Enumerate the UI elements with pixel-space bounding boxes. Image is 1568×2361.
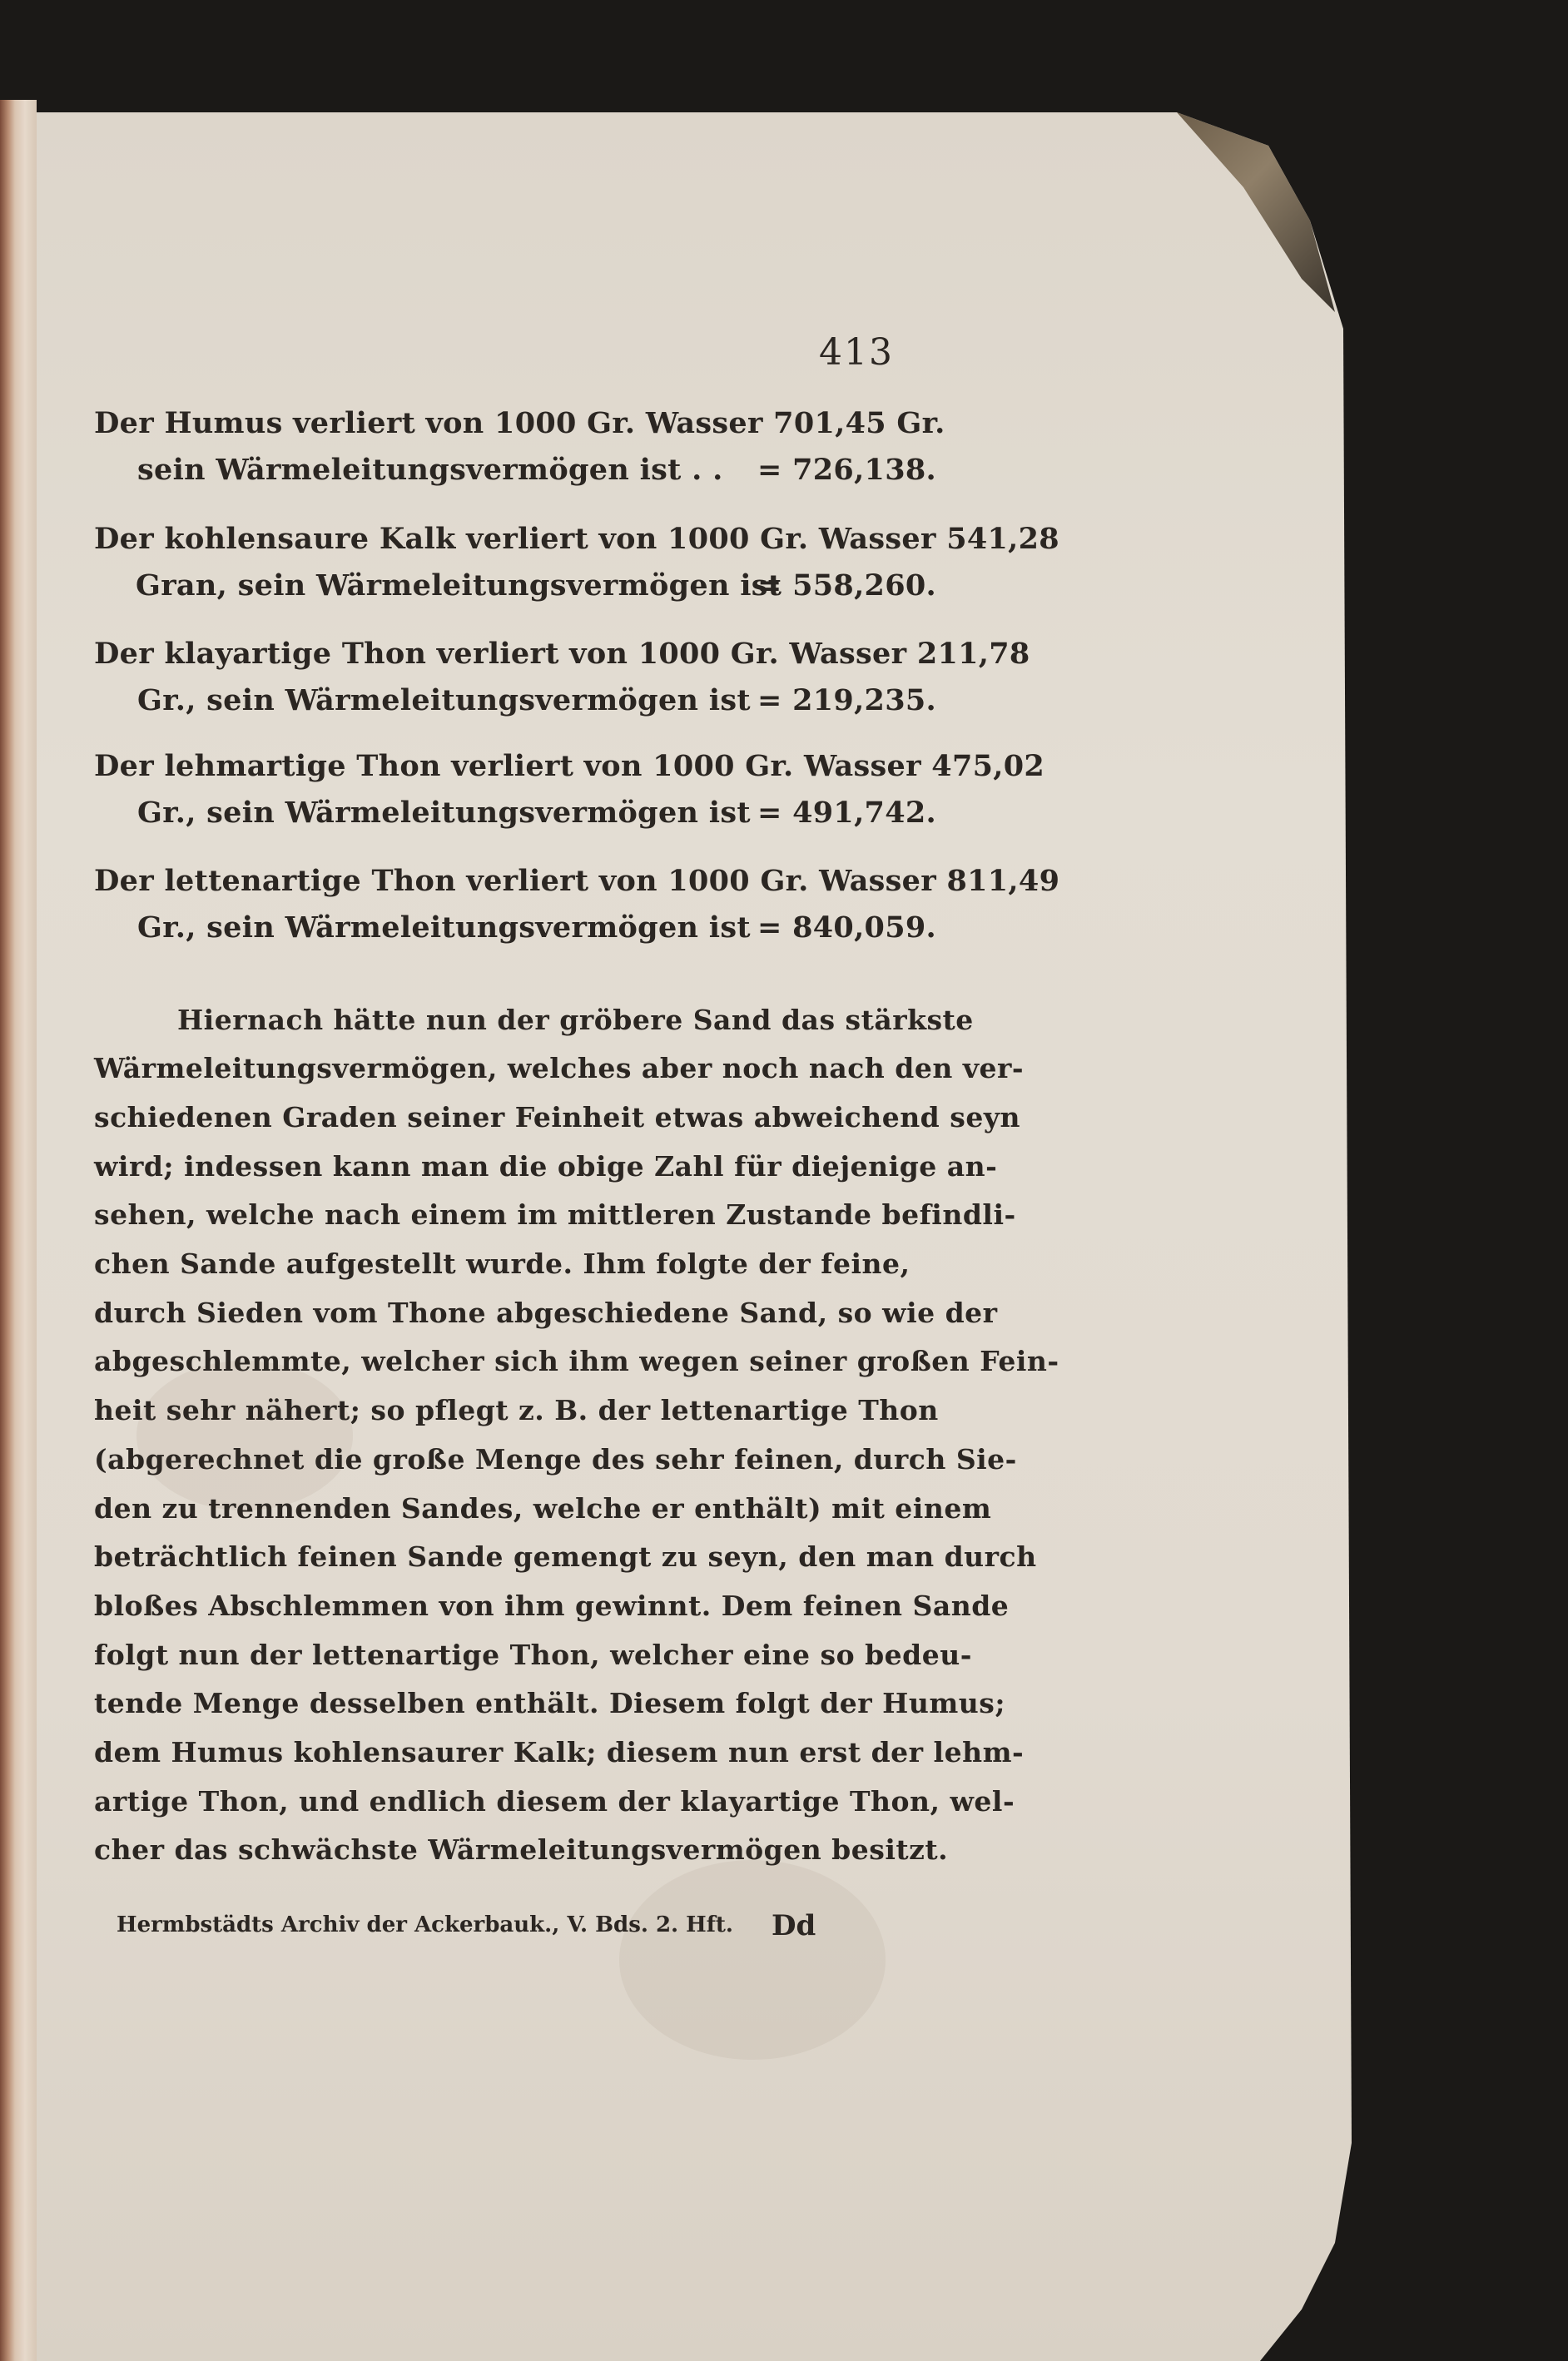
entry-line-1: Der klayartige Thon verliert von 1000 Gr. Wasser 211,78 (94, 637, 1030, 671)
entry-line-2 (137, 453, 936, 487)
paragraph-line: artige Thon, und endlich diesem der klayartige Thon, wel- (94, 1785, 1015, 1818)
entry-line-2 (137, 910, 936, 945)
paragraph-line: Hiernach hätte nun der gröbere Sand das stärkste (177, 1004, 974, 1036)
paragraph-line: wird; indessen kann man die obige Zahl für diejenige an- (94, 1150, 998, 1183)
signature-mark: Dd (772, 1909, 816, 1942)
book-page (37, 112, 1352, 2361)
entry-label: sein Wärmeleitungsvermögen ist . . (137, 453, 723, 487)
paragraph-line: Wärmeleitungsvermögen, welches aber noch nach den ver- (94, 1052, 1025, 1084)
entry-value: = 558,260. (757, 568, 936, 603)
paragraph-line: cher das schwächste Wärmeleitungsvermögen besitzt. (94, 1833, 949, 1866)
entry-label: Gr., sein Wärmeleitungsvermögen ist (137, 796, 751, 830)
paragraph-line: sehen, welche nach einem im mittleren Zustande befindli- (94, 1198, 1016, 1231)
entry-line-1: Der kohlensaure Kalk verliert von 1000 Gr. Wasser 541,28 (94, 522, 1059, 556)
paragraph-line: beträchtlich feinen Sande gemengt zu seyn, den man durch (94, 1540, 1037, 1573)
paragraph-line: abgeschlemmte, welcher sich ihm wegen seiner großen Fein- (94, 1345, 1059, 1377)
page-footer: Hermbstädts Archiv der Ackerbauk., V. Bds. 2. Hft. (117, 1912, 733, 1937)
paragraph-line: chen Sande aufgestellt wurde. Ihm folgte der feine, (94, 1247, 911, 1280)
paragraph-line: durch Sieden vom Thone abgeschiedene Sand, so wie der (94, 1297, 998, 1329)
entry-value: = 491,742. (757, 796, 936, 830)
entry-line-2 (136, 568, 936, 603)
paragraph-line: tende Menge desselben enthält. Diesem folgt der Humus; (94, 1687, 1006, 1719)
entry-value: = 219,235. (757, 683, 936, 717)
page-number: 413 (819, 331, 894, 374)
paragraph-line: (abgerechnet die große Menge des sehr feinen, durch Sie- (94, 1443, 1017, 1476)
entry-line-1: Der lehmartige Thon verliert von 1000 Gr. Wasser 475,02 (94, 749, 1045, 783)
entry-line-1: Der Humus verliert von 1000 Gr. Wasser 701,45 Gr. (94, 406, 945, 440)
entry-value: = 726,138. (757, 453, 936, 487)
entry-label: Gr., sein Wärmeleitungsvermögen ist (137, 910, 751, 945)
left-page-edge (0, 100, 37, 2361)
paper-stain (619, 1860, 886, 2060)
entry-line-2 (137, 683, 936, 717)
paragraph-line: dem Humus kohlensaurer Kalk; diesem nun erst der lehm- (94, 1736, 1025, 1768)
paragraph-line: folgt nun der lettenartige Thon, welcher eine so bedeu- (94, 1639, 972, 1671)
paragraph-line: bloßes Abschlemmen von ihm gewinnt. Dem feinen Sande (94, 1590, 1010, 1622)
paper-stain (136, 1361, 353, 1510)
entry-label: Gr., sein Wärmeleitungsvermögen ist (137, 683, 751, 717)
entry-line-1: Der lettenartige Thon verliert von 1000 Gr. Wasser 811,49 (94, 864, 1060, 898)
entry-line-2 (137, 796, 936, 830)
entry-label: Gran, sein Wärmeleitungsvermögen ist (136, 568, 782, 603)
paragraph-line: heit sehr nähert; so pflegt z. B. der lettenartige Thon (94, 1394, 939, 1426)
entry-value: = 840,059. (757, 910, 936, 945)
paragraph-line: den zu trennenden Sandes, welche er enthält) mit einem (94, 1492, 992, 1525)
paragraph-line: schiedenen Graden seiner Feinheit etwas abweichend seyn (94, 1101, 1020, 1133)
